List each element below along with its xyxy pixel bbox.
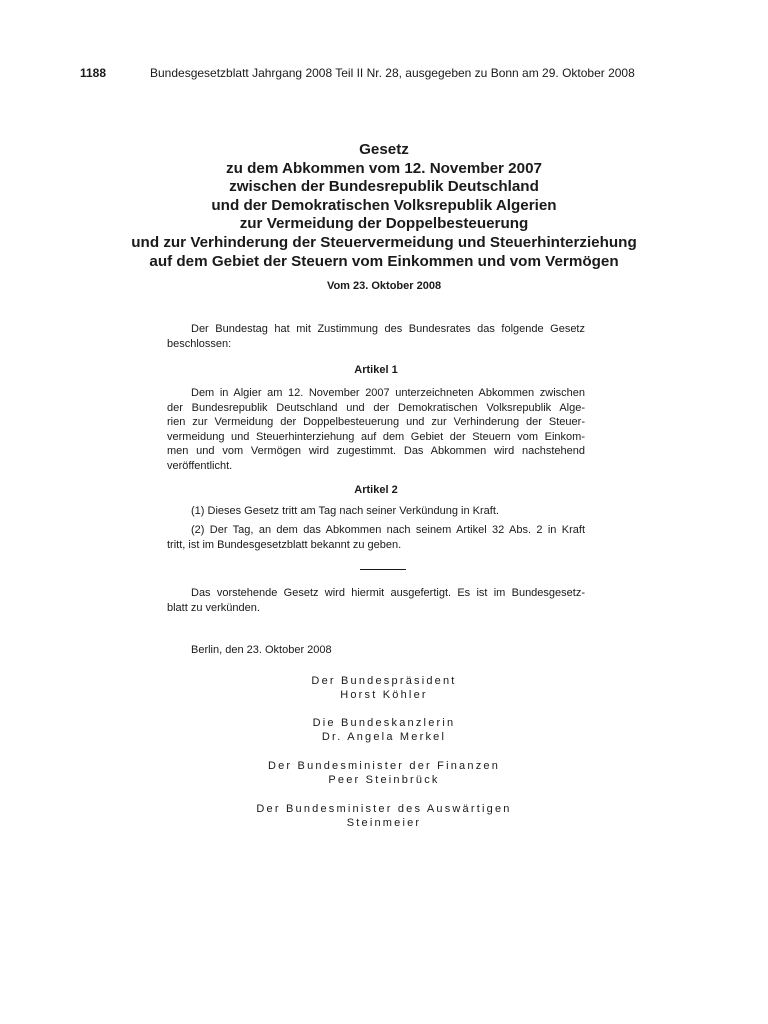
- section-divider: [360, 569, 406, 570]
- preamble-line: Der Bundestag hat mit Zustimmung des Bundesrates das folgende Gesetz: [191, 323, 585, 335]
- place-date: Berlin, den 23. Oktober 2008: [191, 644, 332, 656]
- article-2-para-2: [167, 523, 585, 552]
- article-1-line: der Bundesrepublik Deutschland und der Demokratischen Volksrepublik Alge-: [167, 401, 585, 414]
- article-1-line: rien zur Vermeidung der Doppelbesteuerung und zur Verhinderung der Steuer-: [167, 416, 585, 428]
- article-2-line: (2) Der Tag, an dem das Abkommen nach seinem Artikel 32 Abs. 2 in Kraft: [191, 524, 585, 536]
- closing-line: Das vorstehende Gesetz wird hiermit ausgefertigt. Es ist im Bundesgesetz-: [191, 587, 585, 599]
- article-1-line: Dem in Algier am 12. November 2007 unterzeichneten Abkommen zwischen: [191, 387, 585, 399]
- signatory-name: Dr. Angela Merkel: [321, 731, 447, 743]
- law-date: Vom 23. Oktober 2008: [326, 280, 442, 292]
- signature-block: [0, 802, 768, 830]
- closing-statement: [167, 586, 585, 615]
- preamble: [167, 322, 585, 351]
- title-line: und der Demokratischen Volksrepublik Algerien: [211, 196, 557, 214]
- article-1-line: men und vom Vermögen wird zugestimmt. Das Abkommen wird nachstehend: [167, 445, 585, 457]
- preamble-line: beschlossen:: [167, 337, 232, 350]
- signatory-name: Horst Köhler: [340, 689, 428, 701]
- article-1-heading: Artikel 1: [354, 364, 398, 376]
- signatory-role: Die Bundeskanzlerin: [312, 717, 456, 729]
- title-line: zwischen der Bundesrepublik Deutschland: [229, 178, 539, 196]
- signatory-role: Der Bundespräsident: [311, 675, 457, 687]
- signatory-role: Der Bundesminister des Auswärtigen: [256, 803, 512, 815]
- article-2-heading: Artikel 2: [354, 484, 398, 496]
- signature-block: [0, 716, 768, 744]
- article-2-para-1: [167, 504, 585, 519]
- page-number: 1188: [80, 66, 107, 80]
- article-1-text: [167, 386, 585, 473]
- title-line: zur Vermeidung der Doppelbesteuerung: [239, 215, 529, 233]
- title-line: Gesetz: [359, 141, 409, 158]
- signatory-name: Peer Steinbrück: [328, 774, 440, 786]
- signatory-name: Steinmeier: [346, 817, 422, 829]
- signature-block: [0, 674, 768, 702]
- signature-block: [0, 759, 768, 787]
- law-title: [0, 141, 768, 271]
- article-1-line: veröffentlicht.: [167, 459, 233, 472]
- closing-line: blatt zu verkünden.: [167, 601, 260, 614]
- article-2-line: (1) Dieses Gesetz tritt am Tag nach seiner Verkündung in Kraft.: [191, 505, 499, 517]
- publication-line: Bundesgesetzblatt Jahrgang 2008 Teil II Nr. 28, ausgegeben zu Bonn am 29. Oktober 2008: [150, 66, 635, 80]
- signatory-role: Der Bundesminister der Finanzen: [267, 760, 501, 772]
- article-2-line: tritt, ist im Bundesgesetzblatt bekannt zu geben.: [167, 538, 402, 551]
- title-line: zu dem Abkommen vom 12. November 2007: [226, 159, 542, 177]
- title-line: auf dem Gebiet der Steuern vom Einkommen und vom Vermögen: [149, 252, 619, 270]
- article-1-line: vermeidung und Steuerhinterziehung auf dem Gebiet der Steuern vom Einkom-: [167, 430, 585, 443]
- title-line: und zur Verhinderung der Steuervermeidung und Steuerhinterziehung: [131, 233, 637, 251]
